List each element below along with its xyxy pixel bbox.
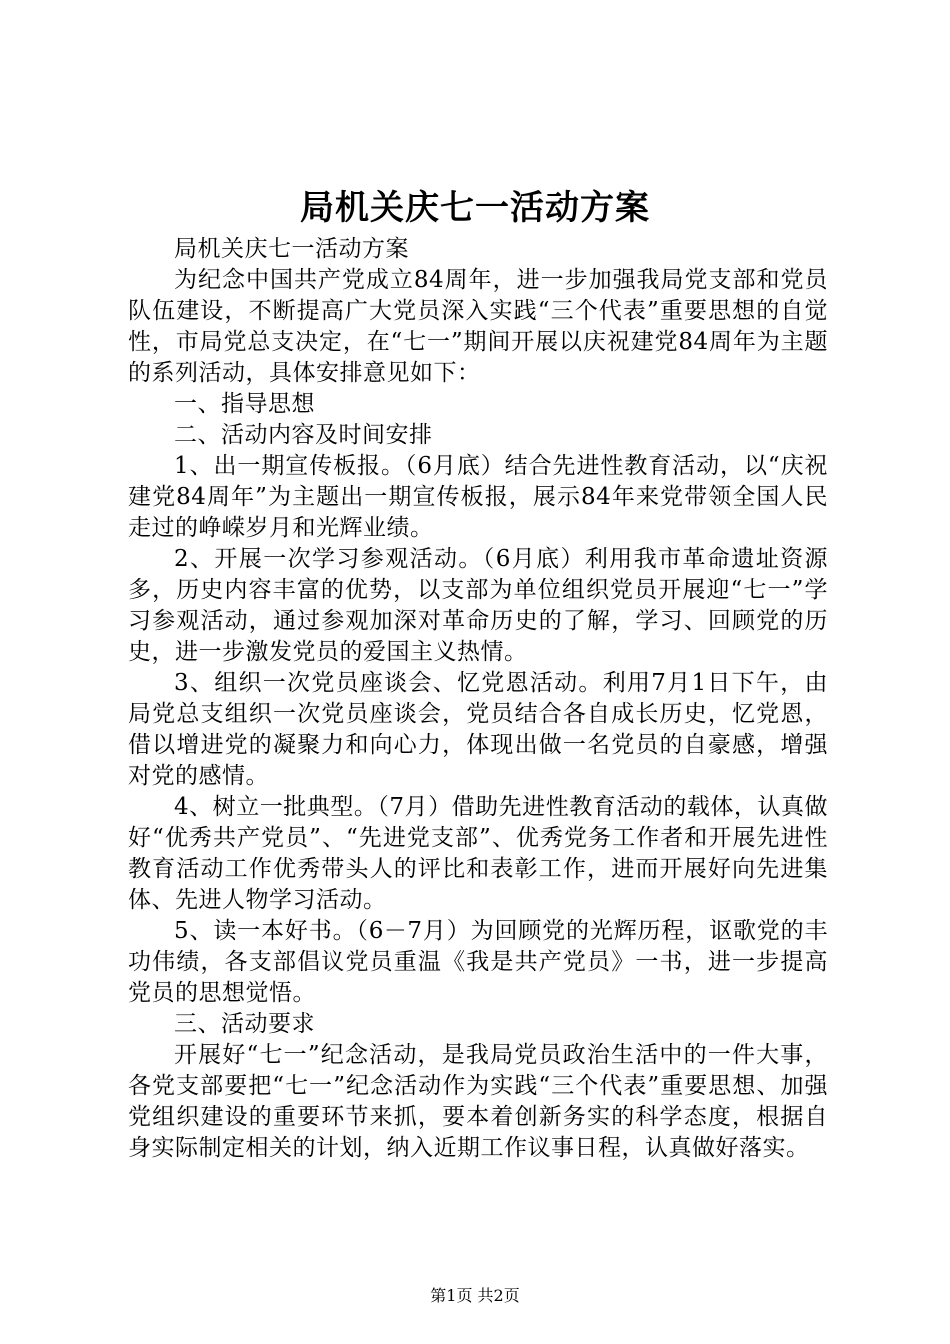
paragraph-subtitle: 局机关庆七一活动方案 (174, 236, 409, 262)
document-body (128, 234, 828, 1164)
page-footer: 第1页 共2页 (430, 1286, 520, 1305)
section-heading-guiding-thought: 一、指导思想 (174, 391, 315, 417)
document-title: 局机关庆七一活动方案 (300, 188, 650, 228)
paragraph-item-2: 2、开展一次学习参观活动。（6月底）利用我市革命遗址资源多，历史内容丰富的优势，以支部为单位组织党员开展迎“七一”学习参观活动，通过参观加深对革命历史的了解，学习、回顾党的历史，进一步激发党员的爱国主义热情。 (128, 546, 828, 665)
paragraph-intro: 为纪念中国共产党成立84周年，进一步加强我局党支部和党员队伍建设，不断提高广大党员深入实践“三个代表”重要思想的自觉性，市局党总支决定，在“七一”期间开展以庆祝建党84周年为主题的系列活动，具体安排意见如下： (128, 267, 828, 386)
section-heading-requirements: 三、活动要求 (174, 1011, 315, 1037)
paragraph-item-5: 5、读一本好书。（6－7月）为回顾党的光辉历程，讴歌党的丰功伟绩，各支部倡议党员重温《我是共产党员》一书，进一步提高党员的思想觉悟。 (128, 918, 828, 1006)
section-heading-activities: 二、活动内容及时间安排 (174, 422, 433, 448)
paragraph-requirements: 开展好“七一”纪念活动，是我局党员政治生活中的一件大事，各党支部要把“七一”纪念活动作为实践“三个代表”重要思想、加强党组织建设的重要环节来抓，要本着创新务实的科学态度，根据自身实际制定相关的计划，纳入近期工作议事日程，认真做好落实。 (128, 1042, 828, 1161)
paragraph-item-3: 3、组织一次党员座谈会、忆党恩活动。利用7月1日下午，由局党总支组织一次党员座谈会，党员结合各自成长历史，忆党恩，借以增进党的凝聚力和向心力，体现出做一名党员的自豪感，增强对党的感情。 (128, 670, 828, 789)
paragraph-item-1: 1、出一期宣传板报。（6月底）结合先进性教育活动，以“庆祝建党84周年”为主题出一期宣传板报，展示84年来党带领全国人民走过的峥嵘岁月和光辉业绩。 (128, 453, 828, 541)
paragraph-item-4: 4、树立一批典型。（7月）借助先进性教育活动的载体，认真做好“优秀共产党员”、“先进党支部”、优秀党务工作者和开展先进性教育活动工作优秀带头人的评比和表彰工作，进而开展好向先进集体、先进人物学习活动。 (128, 794, 828, 913)
